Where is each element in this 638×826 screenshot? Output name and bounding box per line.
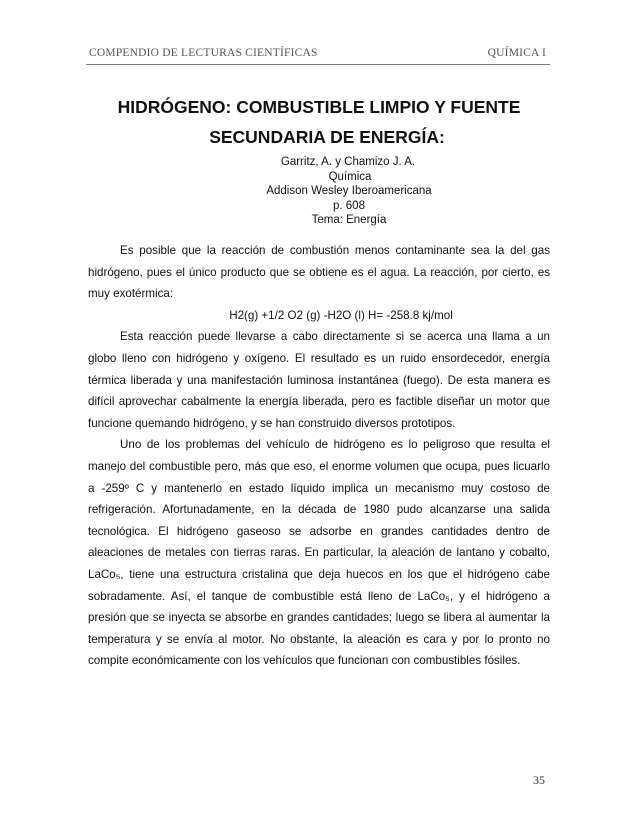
article-title xyxy=(80,92,558,152)
article-body xyxy=(88,240,550,672)
title-line-2: SECUNDARIA DE ENERGÍA: xyxy=(209,127,445,147)
header-rule xyxy=(86,64,550,65)
source-block xyxy=(90,155,548,228)
source-book: Química xyxy=(328,170,372,183)
reaction-equation: H2(g) +1/2 O2 (g) -H2O (l) H= -258.8 kj/mol xyxy=(229,308,453,322)
header-right-text: QUÍMICA I xyxy=(487,47,546,59)
paragraph-2: Esta reacción puede llevarse a cabo directamente si se acerca una llama a un globo lleno con hidrógeno y oxígeno. El resultado es un ruido ensordecedor, energía térmica liberada y una manifestación luminosa instantánea (fuego). De esta manera es difícil aprovechar cabalmente la energía liberada, pero es factible diseñar un motor que funcione quemando hidrógeno, y se han construido diversos prototipos. xyxy=(88,330,550,430)
source-page: p. 608 xyxy=(333,199,365,212)
paragraph-1: Es posible que la reacción de combustión menos contaminante sea la del gas hidrógeno, pues el único producto que se obtiene es el agua. La reacción, por cierto, es muy exotérmica: xyxy=(88,244,550,301)
source-authors: Garritz, A. y Chamizo J. A. xyxy=(280,156,416,168)
running-header xyxy=(89,47,546,59)
title-line-1: HIDRÓGENO: COMBUSTIBLE LIMPIO Y FUENTE xyxy=(117,97,521,117)
paragraph-3: Uno de los problemas del vehículo de hidrógeno es lo peligroso que resulta el manejo del combustible pero, más que eso, el enorme volumen que ocupa, pues licuarlo a -259º C y mantenerlo en estado líquido implica un mecanismo muy costoso de refrigeración. Afortunadamente, en la década de 1980 pudo alcanzarse una salida tecnológica. El hidrógeno gaseoso se adsorbe en grandes cantidades dentro de aleaciones de metales con tierras raras. En particular, la aleación de lantano y cobalto, LaCo₅, tiene una estructura cristalina que deja huecos en los que el hidrógeno cabe sobradamente. Así, el tanque de combustible está lleno de LaCo₅, y el hidrógeno a presión que se inyecta se absorbe en grandes cantidades; luego se libera al aumentar la temperatura y se envía al motor. No obstante, la aleación es cara y por lo pronto no compite económicamente con los vehículos que funcionan con combustibles fósiles. xyxy=(88,438,550,668)
header-left-text: COMPENDIO DE LECTURAS CIENTÍFICAS xyxy=(89,47,318,59)
source-publisher: Addison Wesley Iberoamericana xyxy=(266,185,432,197)
page-number: 35 xyxy=(533,773,545,787)
source-topic: Tema: Energía xyxy=(311,214,387,226)
